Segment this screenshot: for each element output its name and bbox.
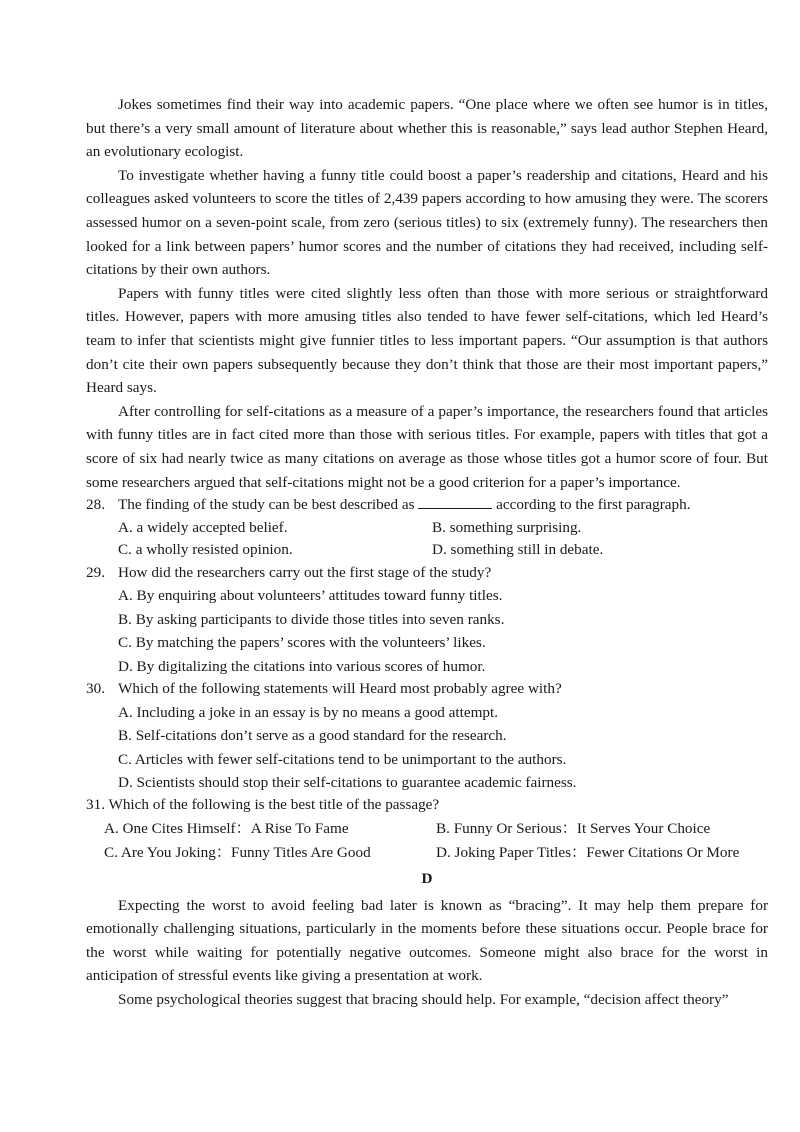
option-a[interactable]: A. a widely accepted belief. <box>118 518 288 536</box>
option-a[interactable]: A. One Cites Himself：A Rise To Fame <box>104 819 349 837</box>
question-29-stem-text: How did the researchers carry out the first stage of the study? <box>118 563 492 581</box>
question-28-stem <box>86 494 768 517</box>
question-28 <box>86 494 768 562</box>
passage-c-paragraph-2: To investigate whether having a funny title could boost a paper’s readership and citations, Heard and his colleagues asked volunteers to score the titles of 2,439 papers according to how amusing they were. The scorers assessed humor on a seven-point scale, from zero (serious titles) to six (extremely funny). The researchers then looked for a link between papers’ humor scores and the number of citations they had received, including self-citations by their own authors. <box>86 166 768 279</box>
option-c[interactable]: C. Are You Joking：Funny Titles Are Good <box>104 843 371 861</box>
question-31-options-row-1 <box>104 817 768 841</box>
option-d[interactable]: D. By digitalizing the citations into various scores of humor. <box>118 657 486 675</box>
question-28-stem-before: The finding of the study can be best described as <box>118 496 415 514</box>
option-b[interactable]: B. By asking participants to divide those titles into seven ranks. <box>118 610 505 628</box>
passage-d-paragraph-1: Expecting the worst to avoid feeling bad later is known as “bracing”. It may help them prepare for emotionally challenging situations, particularly in the moments before these situations occur. People brace for the worst while waiting for potentially negative outcomes. Someone might also brace for the worst in anticipation of stressful events like giving a presentation at work. <box>86 896 768 985</box>
option-d[interactable]: D. something still in debate. <box>432 541 604 559</box>
passage-c-paragraph-4: After controlling for self-citations as a measure of a paper’s importance, the researchers found that articles with funny titles are in fact cited more than those with serious titles. For example, papers with titles that got a score of six had nearly twice as many citations on average as those whose titles got a humor score of four. But some researchers argued that self-citations might not be a good criterion for a paper’s importance. <box>86 402 768 491</box>
question-number: 30. <box>86 680 105 698</box>
question-29 <box>86 562 768 678</box>
question-29-stem <box>86 562 768 585</box>
option-a[interactable]: A. By enquiring about volunteers’ attitudes toward funny titles. <box>118 587 503 605</box>
option-d[interactable]: D. Scientists should stop their self-citations to guarantee academic fairness. <box>118 773 577 791</box>
option-b[interactable]: B. Self-citations don’t serve as a good standard for the research. <box>118 727 507 745</box>
question-28-options-row-2 <box>118 539 768 562</box>
question-30 <box>86 678 768 794</box>
option-c[interactable]: C. Articles with fewer self-citations tend to be unimportant to the authors. <box>118 750 567 768</box>
passage-c-paragraph-3: Papers with funny titles were cited slightly less often than those with more serious or straightforward titles. However, papers with more amusing titles also tended to have fewer self-citations, which led Heard’s team to infer that scientists might give funnier titles to less important papers. “Our assumption is that authors don’t cite their own papers subsequently because they don’t think that those are their most important papers,” Heard says. <box>86 284 768 397</box>
question-number: 28. <box>86 496 105 514</box>
passage-d <box>86 894 768 1012</box>
section-heading: D <box>421 869 433 887</box>
question-31-stem: 31. Which of the following is the best title of the passage? <box>86 796 440 814</box>
question-30-stem <box>86 678 768 701</box>
passage-c-paragraph-1: Jokes sometimes find their way into academic papers. “One place where we often see humor is in titles, but there’s a very small amount of literature about whether this is reasonable,” says lead author Stephen Heard, an evolutionary ecologist. <box>86 96 768 161</box>
passage-d-paragraph-2: Some psychological theories suggest that bracing should help. For example, “decision affect theory” <box>118 990 729 1008</box>
answer-blank <box>418 496 492 509</box>
option-c[interactable]: C. a wholly resisted opinion. <box>118 541 293 559</box>
question-30-stem-text: Which of the following statements will Heard most probably agree with? <box>118 680 562 698</box>
option-b[interactable]: B. something surprising. <box>432 518 582 536</box>
exam-page <box>86 93 768 1011</box>
question-31 <box>86 794 768 864</box>
question-number: 29. <box>86 563 105 581</box>
question-31-options-row-2 <box>104 841 768 865</box>
option-a[interactable]: A. Including a joke in an essay is by no means a good attempt. <box>118 703 499 721</box>
option-d[interactable]: D. Joking Paper Titles：Fewer Citations Or More <box>436 843 740 861</box>
question-28-stem-after: according to the first paragraph. <box>496 496 691 514</box>
question-28-options-row-1 <box>118 517 768 540</box>
option-c[interactable]: C. By matching the papers’ scores with the volunteers’ likes. <box>118 634 486 652</box>
passage-c <box>86 93 768 494</box>
option-b[interactable]: B. Funny Or Serious：It Serves Your Choice <box>436 819 711 837</box>
